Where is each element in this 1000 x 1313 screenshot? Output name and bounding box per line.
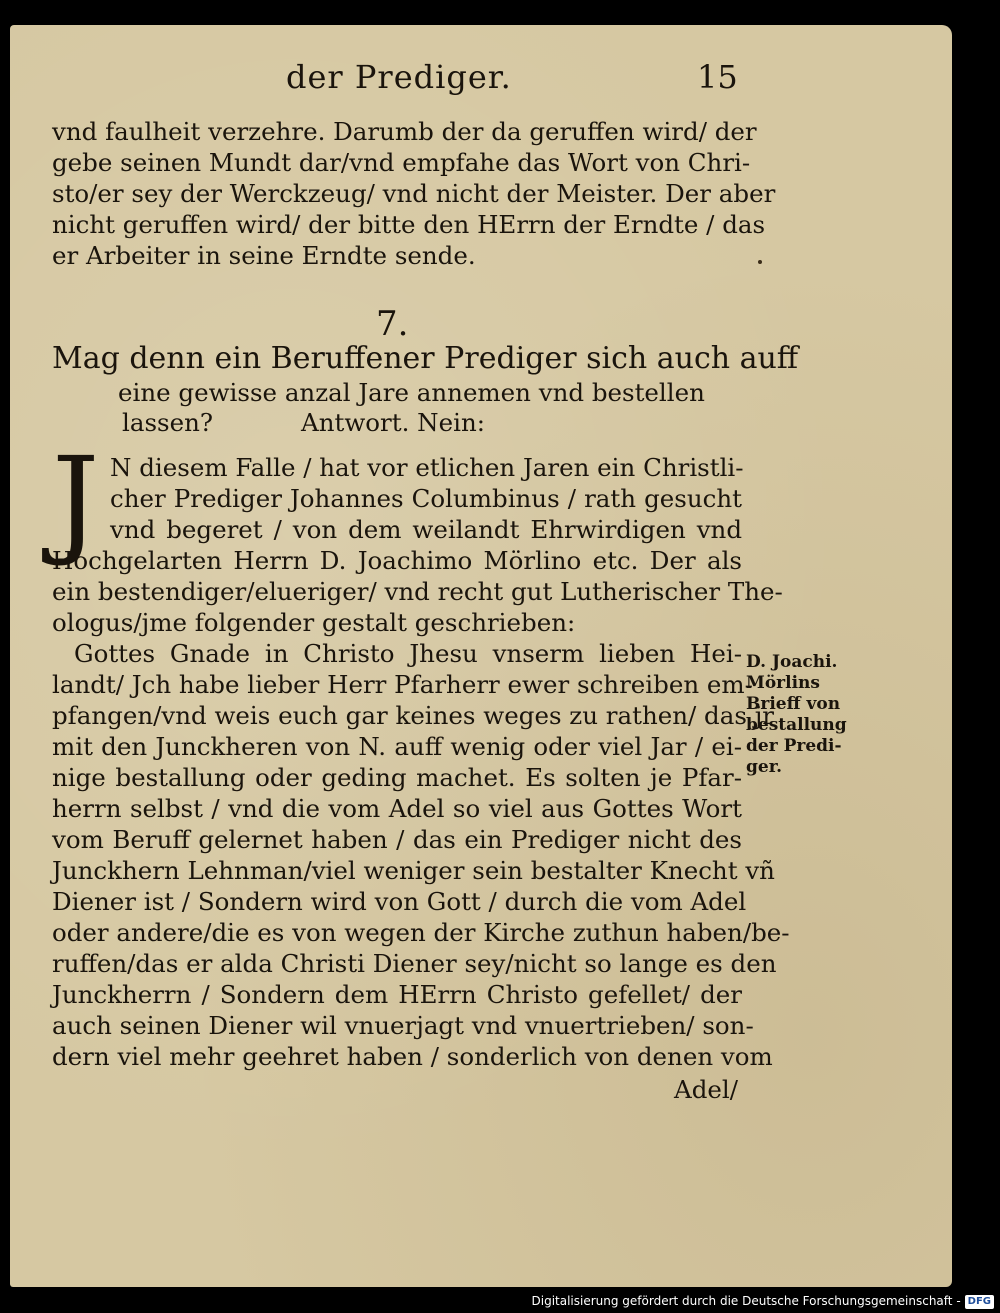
text-line: vom Beruff gelernet haben / das ein Prediger nicht des — [52, 825, 742, 854]
marginal-note-line: bestallung — [746, 715, 847, 735]
text-line: pfangen/vnd weis euch gar keines weges zu rathen/ das jr — [52, 701, 774, 730]
text-line: Junckherrn / Sondern dem HErrn Christo gefellet/ der — [52, 980, 742, 1009]
heading-line-1: Mag denn ein Beruffener Prediger sich auch auff — [52, 341, 799, 376]
heading-answer: Antwort. Nein: — [301, 408, 485, 437]
text-line: vnd begeret / von dem weilandt Ehrwirdigen vnd — [110, 515, 742, 544]
text-line: sto/er sey der Werckzeug/ vnd nicht der Meister. Der aber — [52, 179, 776, 208]
text-line: ruffen/das er alda Christi Diener sey/nicht so lange es den — [52, 949, 777, 978]
text-line: dern viel mehr geehret haben / sonderlich von denen vom — [52, 1042, 773, 1071]
text-line: vnd faulheit verzehre. Darumb der da geruffen wird/ der — [52, 117, 757, 146]
marginal-note — [746, 652, 866, 778]
text-line: Junckhern Lehnman/viel weniger sein bestalter Knecht vñ — [52, 856, 775, 885]
text-line: ein bestendiger/elueriger/ vnd recht gut Lutherischer The- — [52, 577, 783, 606]
decorated-initial: J — [52, 431, 100, 569]
text-line: er Arbeiter in seine Erndte sende. — [52, 241, 476, 270]
heading-line-2: eine gewisse anzal Jare annemen vnd bestellen — [118, 378, 705, 407]
marginal-note-line: ger. — [746, 757, 783, 777]
text-line: nicht geruffen wird/ der bitte den HErrn der Erndte / das — [52, 210, 766, 239]
section-number: 7. — [376, 304, 409, 344]
text-line: Diener ist / Sondern wird von Gott / durch die vom Adel — [52, 887, 747, 916]
text-line: cher Prediger Johannes Columbinus / rath gesucht — [110, 484, 742, 513]
ink-speck — [758, 260, 762, 264]
marginal-note-line: der Predi- — [746, 736, 842, 756]
text-line: Hochgelarten Herrn D. Joachimo Mörlino etc. Der als — [52, 546, 742, 575]
text-line: auch seinen Diener wil vnuerjagt vnd vnuertrieben/ son- — [52, 1011, 754, 1040]
heading-question-end: lassen? — [122, 408, 214, 437]
text-line: mit den Junckheren von N. auff wenig oder viel Jar / ei- — [52, 732, 742, 761]
funding-text: Digitalisierung gefördert durch die Deutsche Forschungsgemeinschaft - — [531, 1294, 961, 1308]
marginal-note-line: Mörlins — [746, 673, 820, 693]
marginal-note-line: D. Joachi. — [746, 652, 838, 672]
running-head: der Prediger. — [286, 58, 512, 96]
heading-line-3 — [122, 408, 742, 438]
marginal-note-line: Brieff von — [746, 694, 841, 714]
page-number: 15 — [697, 58, 738, 96]
text-line: herrn selbst / vnd die vom Adel so viel aus Gottes Wort — [52, 794, 742, 823]
text-line: landt/ Jch habe lieber Herr Pfarherr ewer schreiben em- — [52, 670, 753, 699]
text-line: Gottes Gnade in Christo Jhesu vnserm lieben Hei- — [74, 639, 742, 668]
funding-footer — [532, 1293, 995, 1310]
text-line: oder andere/die es von wegen der Kirche zuthun haben/be- — [52, 918, 790, 947]
text-line: gebe seinen Mundt dar/vnd empfahe das Wort von Chri- — [52, 148, 751, 177]
top-paragraph — [52, 116, 776, 271]
catchword: Adel/ — [674, 1075, 738, 1104]
text-line: ologus/jme folgender gestalt geschrieben: — [52, 608, 576, 637]
text-line: nige bestallung oder geding machet. Es solten je Pfar- — [52, 763, 742, 792]
dfg-logo: DFG — [965, 1295, 994, 1309]
text-line: N diesem Falle / hat vor etlichen Jaren ein Christli- — [110, 453, 744, 482]
section-heading — [52, 340, 799, 438]
